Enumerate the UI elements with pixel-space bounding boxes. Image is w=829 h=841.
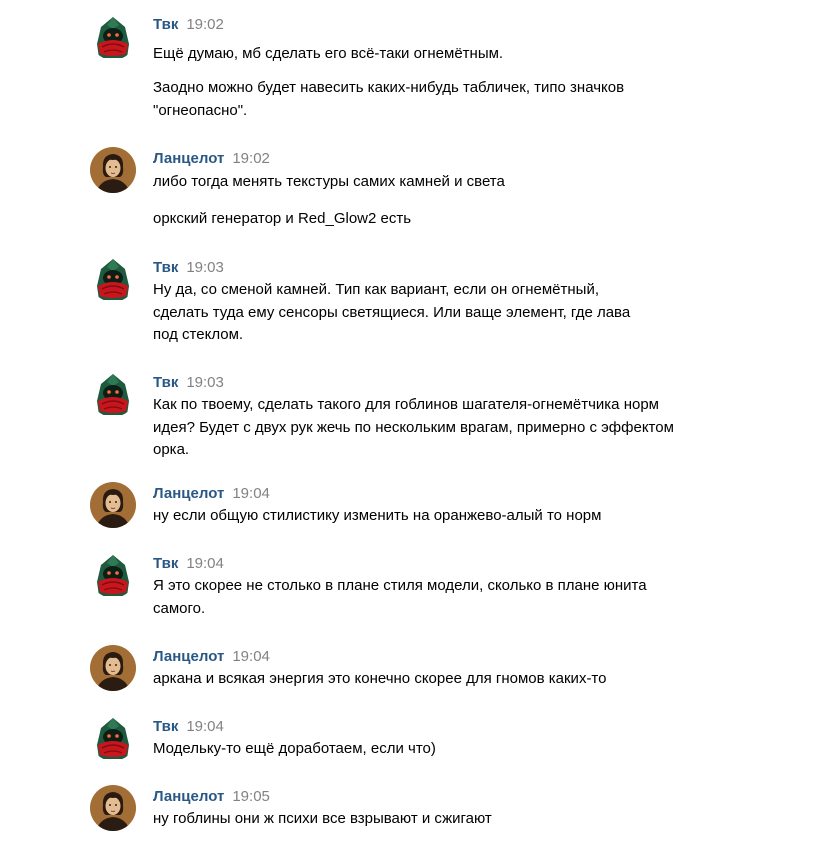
- message-header: [153, 485, 270, 503]
- message-time[interactable]: 19:03: [186, 259, 224, 276]
- message-header: [153, 374, 224, 392]
- message-header: [153, 16, 224, 34]
- message-text: Ещё думаю, мб сделать его всё-таки огнемётным.: [153, 45, 504, 62]
- portrait-avatar[interactable]: [90, 147, 136, 193]
- message-header: [153, 788, 270, 806]
- message-text: Модельку-то ещё доработаем, если что): [153, 740, 436, 757]
- message-header: [153, 259, 224, 277]
- message-text: ну гоблины они ж психи все взрывают и сжигают: [153, 810, 492, 827]
- goblin-avatar[interactable]: [90, 371, 136, 417]
- message-group: [0, 785, 829, 840]
- message-text: Заодно можно будет навесить каких-нибудь табличек, типо значков "огнеопасно".: [153, 79, 625, 119]
- message-group: [0, 552, 829, 627]
- goblin-avatar[interactable]: [90, 552, 136, 598]
- author-link[interactable]: Ланцелот: [153, 150, 225, 167]
- message-text: аркана и всякая энергия это конечно скорее для гномов каких-то: [153, 670, 607, 687]
- author-link[interactable]: Твк: [153, 718, 179, 735]
- message-time[interactable]: 19:04: [232, 485, 270, 502]
- message-text: либо тогда менять текстуры самих камней и света: [153, 173, 505, 190]
- author-link[interactable]: Твк: [153, 259, 179, 276]
- portrait-avatar[interactable]: [90, 785, 136, 831]
- author-link[interactable]: Твк: [153, 555, 179, 572]
- author-link[interactable]: Твк: [153, 374, 179, 391]
- message-group: [0, 371, 829, 466]
- message-text: Я это скорее не столько в плане стиля модели, сколько в плане юнита самого.: [153, 577, 647, 617]
- message-time[interactable]: 19:02: [232, 150, 270, 167]
- message-time[interactable]: 19:04: [186, 555, 224, 572]
- message-group: [0, 482, 829, 537]
- message-group: [0, 256, 829, 351]
- message-group: [0, 645, 829, 700]
- message-time[interactable]: 19:04: [186, 718, 224, 735]
- portrait-avatar[interactable]: [90, 645, 136, 691]
- goblin-avatar[interactable]: [90, 14, 136, 60]
- message-group: [0, 147, 829, 232]
- message-header: [153, 555, 224, 573]
- author-link[interactable]: Ланцелот: [153, 788, 225, 805]
- message-header: [153, 718, 224, 736]
- message-group: [0, 14, 829, 124]
- message-header: [153, 648, 270, 666]
- author-link[interactable]: Ланцелот: [153, 485, 225, 502]
- portrait-avatar[interactable]: [90, 482, 136, 528]
- author-link[interactable]: Ланцелот: [153, 648, 225, 665]
- message-time[interactable]: 19:02: [186, 16, 224, 33]
- goblin-avatar[interactable]: [90, 256, 136, 302]
- message-time[interactable]: 19:05: [232, 788, 270, 805]
- message-header: [153, 150, 270, 168]
- message-text: Ну да, со сменой камней. Тип как вариант, если он огнемётный, сделать туда ему сенсоры светящиеся. Или ваще элемент, где лава под стеклом.: [153, 281, 631, 343]
- author-link[interactable]: Твк: [153, 16, 179, 33]
- message-group: [0, 715, 829, 770]
- message-time[interactable]: 19:03: [186, 374, 224, 391]
- message-time[interactable]: 19:04: [232, 648, 270, 665]
- message-text: оркский генератор и Red_Glow2 есть: [153, 210, 412, 227]
- message-text: Как по твоему, сделать такого для гоблинов шагателя-огнемётчика норм идея? Будет с двух рук жечь по нескольким врагам, примерно с эффектом орка.: [153, 396, 674, 458]
- goblin-avatar[interactable]: [90, 715, 136, 761]
- message-text: ну если общую стилистику изменить на оранжево-алый то норм: [153, 507, 602, 524]
